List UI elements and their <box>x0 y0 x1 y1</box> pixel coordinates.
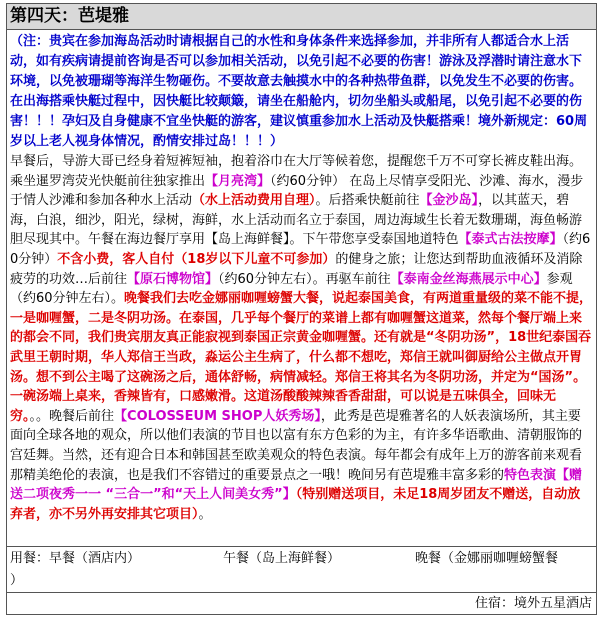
safety-notice: （注：贵宾在参加海岛活动时请根据自己的水性和身体条件来选择参加，并非所有人都适合水上活动，如有疾病请提前咨询是否可以参加相关活动，以免引起不必要的伤害！游泳及浮潜时请注意水下环境，以免被珊瑚等海洋生物砸伤。不要故意去触摸水中的各种热带鱼群，以免发生不必要的伤害。在出海搭乘快艇过程中，因快艇比较颠簸，请坐在船舱内，切勿坐船头或船尾，以免引起不必要的伤害！！！孕妇及自身健康不宜坐快艇的游客，建议慎重参加水上活动及快艇搭乘！境外新规定：60周岁以上老人视身体情况，酌情安排过岛！！！） <box>10 34 588 149</box>
note-water-activity-fee: （水上活动费用自理） <box>192 193 316 209</box>
meal-dinner-close: ） <box>10 573 24 588</box>
itinerary-segment: 参观（约60分钟左右）。 <box>10 271 573 307</box>
itinerary-text <box>10 152 593 524</box>
itinerary-segment: 。后搭乘快艇前往 <box>315 193 420 209</box>
itinerary-segment: （约60分钟） <box>10 232 591 267</box>
meal-dinner: 晚餐（金娜丽咖喱螃蟹餐 <box>415 551 559 566</box>
highlight-night-shows: 特色表演【赠送二项夜秀一一 “三合一”和“天上人间美女秀”】 <box>10 467 583 503</box>
highlight-thai-massage: 【泰式古法按摩】 <box>458 232 563 248</box>
itinerary-segment: ，此秀是芭堤雅著名的人妖表演场所，其主要面向全球各地的观众，所以他们表演的节目也以富有东方色彩的为主，有许多华语歌曲、清朝服饰的宫廷舞。当然，还有迎合日本和韩国甚至欧美观众的特色表演。每年都会有成年上万的游客前来观看那精美绝伦的表演，也是我们不容错过的重要景点之一哦！晚间另有芭堤雅丰富多彩的 <box>10 408 583 483</box>
note-tip-excluded: 不含小费，客人自付（18岁以下儿童不可参加） <box>57 251 336 267</box>
itinerary-segment: （约60分钟） 在岛上尽情享受阳光、沙滩、海水，漫步于情人沙滩和参加各种水上活动 <box>10 173 584 209</box>
highlight-ladyboy-show: 【COLOSSEUM SHOP人妖秀场】 <box>114 408 321 424</box>
day-description <box>7 30 596 547</box>
itinerary-segment: 早餐后，导游大哥已经身着短裤短袖，抱着浴巾在大厅等候着您，提醒您千万不可穿长裤皮鞋出海。乘坐暹罗湾荧光快艇前往独家推出 <box>10 154 583 189</box>
itinerary-segment: 的健身之旅；让您达到帮助血液循环及消除疲劳的功效…后前往 <box>10 251 583 287</box>
meal-breakfast: 用餐：早餐（酒店内） <box>10 551 141 566</box>
note-free-gift-terms: （特别赠送项目，未足18周岁团友不赠送，自动放弃者，亦不另外再安排其它项目） <box>10 487 581 522</box>
itinerary-segment: ，以其蓝天，碧海，白浪，细沙，阳光，绿树，海鲜，水上活动而名立于泰国，周边海域生长着无数珊瑚，海鱼畅游胆尽现其中。午餐在海边餐厅享用【岛上海鲜餐】。下午带您享受泰国地道特色 <box>10 193 583 248</box>
dinner-curry-crab-description: 晚餐我们去吃金娜丽咖喱螃蟹大餐，说起泰国美食，有两道重量级的菜不能不提，一是咖喱蟹，二是冬阴功汤。在泰国，几乎每个餐厅的菜谱上都有咖喱蟹这道菜，然每个餐厅端上来的都会不同，我们贵宾朋友真正能寂视到泰国正宗黄金咖喱蟹。还有就是“冬阴功汤”，18世纪泰国吞武里王朝时期，华人郑信王当政，淼运公主生病了，什么都不想吃，郑信王就叫御厨给公主做点开胃汤。想不到公主喝了这碗汤之后，通体舒畅，病情减轻。郑信王将其名为冬阴功汤，并定为“国汤”。一碗汤端上桌来，香辣皆有，口感嫩滑。这道汤酸酸辣辣香香甜甜，可以说是五味俱全，回味无穷。 <box>10 291 593 424</box>
itinerary-table <box>6 3 597 615</box>
itinerary-segment: 。 <box>198 506 212 522</box>
lodging-info: 住宿：境外五星酒店 <box>474 596 592 611</box>
highlight-golden-sand-island: 【金沙岛】 <box>419 193 479 209</box>
itinerary-segment: （约60分钟左右）。再驱车前往 <box>218 271 391 287</box>
meals-row <box>7 547 596 593</box>
day-title: 第四天：芭堤雅 <box>7 4 596 30</box>
highlight-gem-museum: 【原石博物馆】 <box>127 271 219 287</box>
itinerary-segment: 。。晚餐后前往 <box>29 408 115 424</box>
meal-lunch: 午餐（岛上海鲜餐） <box>223 551 341 566</box>
highlight-moon-bay: 【月亮湾】 <box>205 173 271 189</box>
highlight-swiftlet-center: 【泰南金丝海燕展示中心】 <box>390 271 547 287</box>
